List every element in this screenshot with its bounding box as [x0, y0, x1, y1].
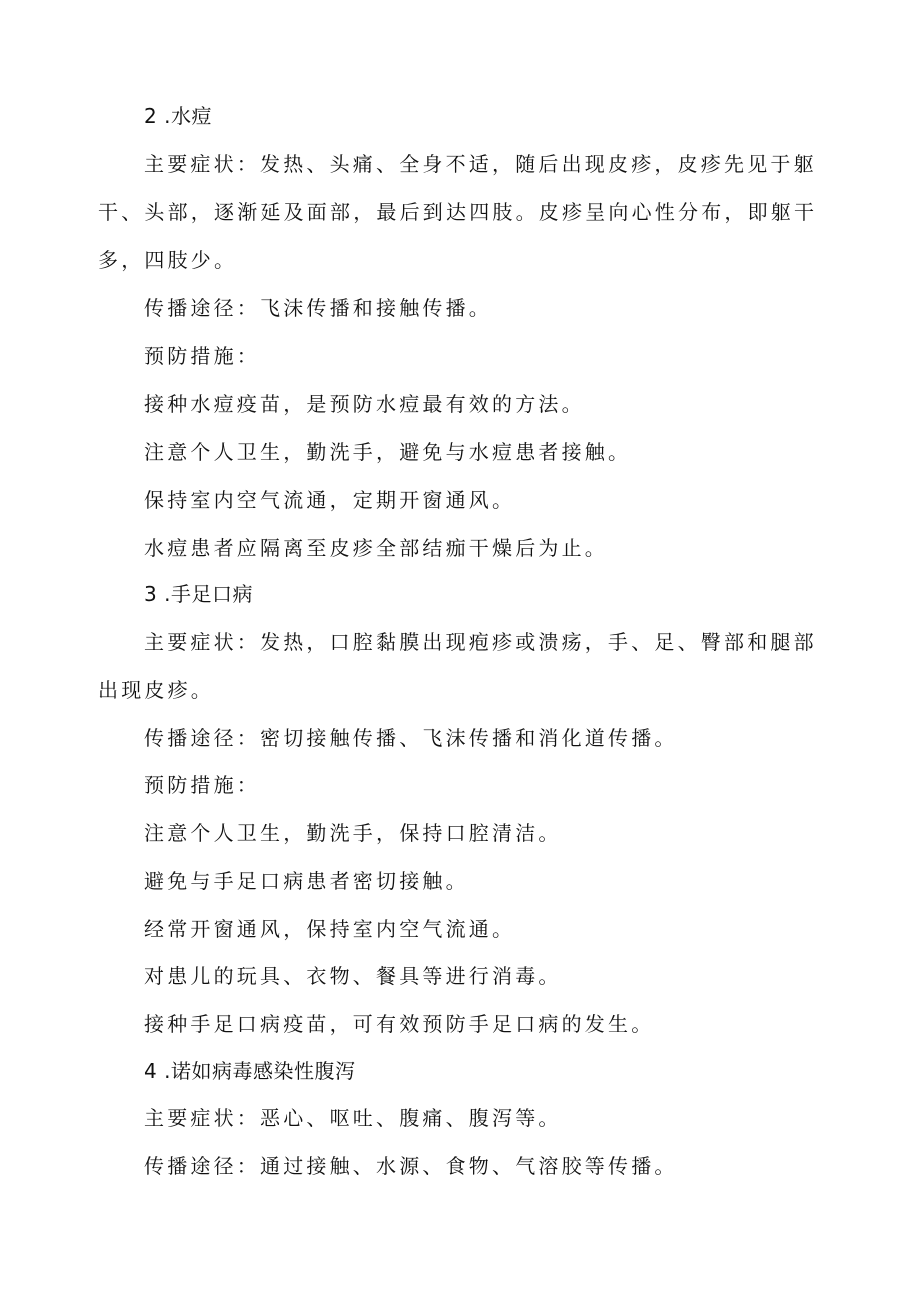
symptoms-line: 主要症状：发热、头痛、全身不适，随后出现皮疹，皮疹先见于躯 — [144, 152, 817, 176]
section-heading: 3 .手足口病 — [144, 582, 253, 606]
prevention-item: 对患儿的玩具、衣物、餐具等进行消毒。 — [144, 964, 562, 988]
prevention-item: 注意个人卫生，勤洗手，保持口腔清洁。 — [144, 821, 562, 845]
symptoms-line: 主要症状：发热，口腔黏膜出现疱疹或溃疡，手、足、臀部和腿部 — [144, 630, 817, 654]
prevention-label: 预防措施： — [144, 773, 260, 797]
prevention-item: 保持室内空气流通，定期开窗通风。 — [144, 488, 516, 512]
prevention-item: 接种手足口病疫苗，可有效预防手足口病的发生。 — [144, 1012, 655, 1036]
prevention-item: 注意个人卫生，勤洗手，避免与水痘患者接触。 — [144, 440, 632, 464]
prevention-item: 接种水痘疫苗，是预防水痘最有效的方法。 — [144, 392, 585, 416]
prevention-item: 避免与手足口病患者密切接触。 — [144, 869, 469, 893]
section-heading: 2 .水痘 — [144, 104, 212, 128]
prevention-item: 水痘患者应隔离至皮疹全部结痂干燥后为止。 — [144, 536, 608, 560]
symptoms-line: 主要症状：恶心、呕吐、腹痛、腹泻等。 — [144, 1106, 562, 1130]
transmission-line: 传播途径：密切接触传播、飞沫传播和消化道传播。 — [144, 726, 678, 750]
symptoms-line: 干、头部，逐渐延及面部，最后到达四肢。皮疹呈向心性分布，即躯干 — [98, 200, 818, 224]
section-heading: 4 .诺如病毒感染性腹泻 — [144, 1059, 356, 1083]
symptoms-line: 多，四肢少。 — [98, 248, 238, 272]
transmission-line: 传播途径：飞沫传播和接触传播。 — [144, 296, 492, 320]
transmission-line: 传播途径：通过接触、水源、食物、气溶胶等传播。 — [144, 1154, 678, 1178]
prevention-item: 经常开窗通风，保持室内空气流通。 — [144, 917, 516, 941]
symptoms-line: 出现皮疹。 — [98, 678, 214, 702]
prevention-label: 预防措施： — [144, 344, 260, 368]
